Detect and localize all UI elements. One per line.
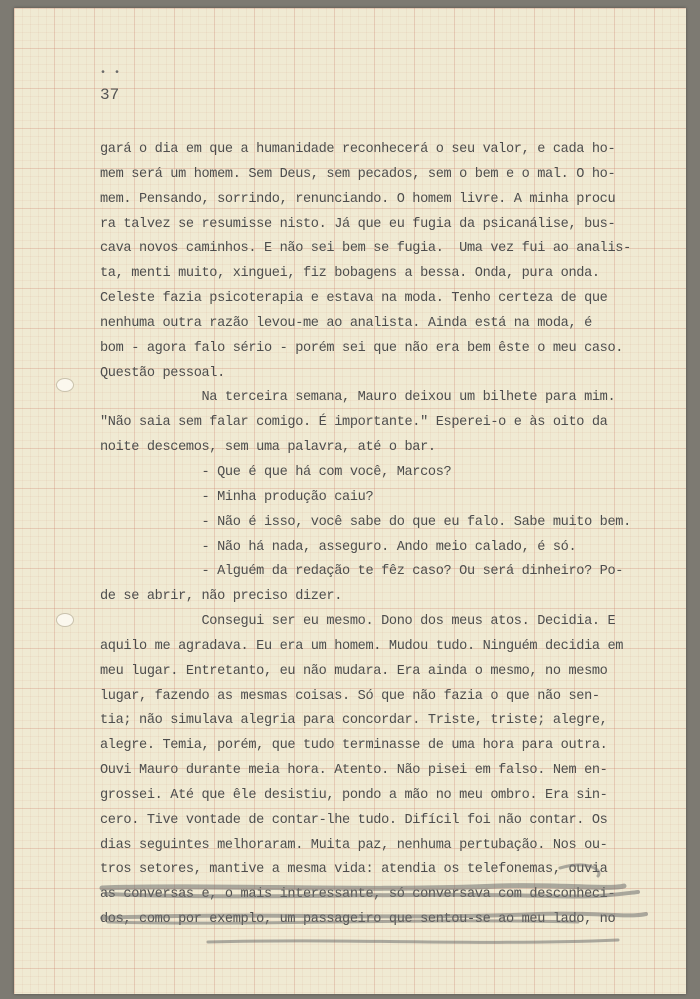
text-line: aquilo me agradava. Eu era um homem. Mudou tudo. Ninguém decidia em: [100, 638, 624, 654]
text-line: Ouvi Mauro durante meia hora. Atento. Não pisei em falso. Nem en-: [100, 763, 608, 779]
text-line: - Não é isso, você sabe do que eu falo. Sabe muito bem.: [100, 514, 631, 530]
text-line: - Não há nada, asseguro. Ando meio calado, é só.: [100, 539, 577, 555]
text-line: nenhuma outra razão levou-me ao analista. Ainda está na moda, é: [100, 315, 592, 331]
text-line: dias seguintes melhoraram. Muita paz, nenhuma pertubação. Nos ou-: [100, 837, 608, 853]
text-line: - Minha produção caiu?: [100, 489, 374, 505]
text-line: de se abrir, não preciso dizer.: [100, 589, 343, 605]
text-line: - Que é que há com você, Marcos?: [100, 464, 452, 480]
text-line: Na terceira semana, Mauro deixou um bilhete para mim.: [100, 390, 616, 406]
text-line: cava novos caminhos. E não sei bem se fugia. Uma vez fui ao analis-: [100, 241, 631, 257]
text-line: noite descemos, sem uma palavra, até o bar.: [100, 440, 436, 456]
text-line: gará o dia em que a humanidade reconhecerá o seu valor, e cada ho-: [100, 142, 616, 157]
text-line: tros setores, mantive a mesma vida: atendia os telefonemas, ouvia: [100, 862, 608, 878]
text-line: bom - agora falo sério - porém sei que não era bem êste o meu caso.: [100, 340, 624, 356]
text-line: grossei. Até que êle desistiu, pondo a mão no meu ombro. Era sin-: [100, 787, 608, 803]
binder-hole-top: [56, 378, 74, 392]
text-line: Consegui ser eu mesmo. Dono dos meus atos. Decidia. E: [100, 614, 616, 630]
text-line: as conversas e, o mais interessante, só conversava com desconheci-: [100, 887, 616, 903]
page-number: 37: [100, 86, 120, 104]
text-line: dos, como por exemplo, um passageiro que sentou-se ao meu lado, no: [100, 912, 616, 928]
text-line: cero. Tive vontade de contar-lhe tudo. Difícil foi não contar. Os: [100, 812, 608, 828]
text-line: ta, menti muito, xinguei, fiz bobagens a bessa. Onda, pura onda.: [100, 266, 600, 282]
typed-text-body: [100, 138, 660, 933]
text-line: meu lugar. Entretanto, eu não mudara. Era ainda o mesmo, no mesmo: [100, 663, 608, 679]
text-line: alegre. Temia, porém, que tudo terminasse de uma hora para outra.: [100, 738, 608, 754]
text-line: Celeste fazia psicoterapia e estava na moda. Tenho certeza de que: [100, 291, 608, 307]
binder-hole-bottom: [56, 613, 74, 627]
text-line: ra talvez se resumisse nisto. Já que eu fugia da psicanálise, bus-: [100, 216, 616, 232]
text-line: Questão pessoal.: [100, 365, 225, 381]
text-line: mem. Pensando, sorrindo, renunciando. O homem livre. A minha procu: [100, 191, 616, 207]
text-line: - Alguém da redação te fêz caso? Ou será dinheiro? Po-: [100, 564, 624, 580]
text-line: mem será um homem. Sem Deus, sem pecados, sem o bem e o mal. O ho-: [100, 166, 616, 182]
corner-mark: • •: [100, 68, 122, 79]
text-line: "Não saia sem falar comigo. É importante." Esperei-o e às oito da: [100, 415, 608, 431]
text-line: lugar, fazendo as mesmas coisas. Só que não fazia o que não sen-: [100, 688, 600, 704]
text-line: tia; não simulava alegria para concordar. Triste, triste; alegre,: [100, 713, 608, 729]
